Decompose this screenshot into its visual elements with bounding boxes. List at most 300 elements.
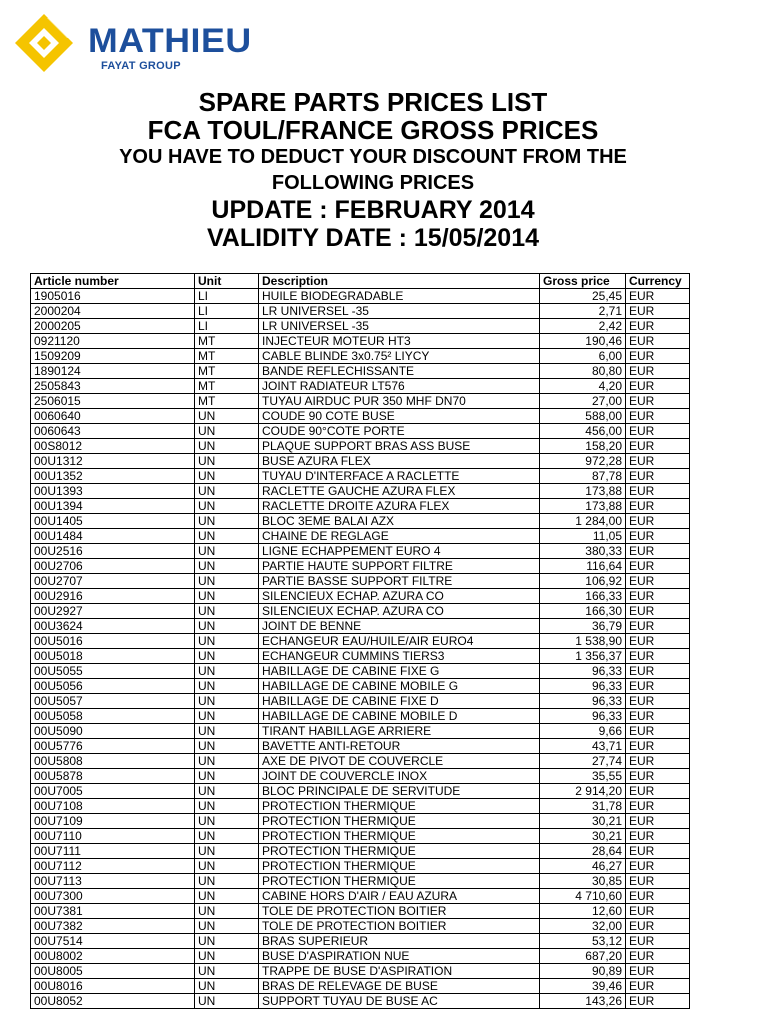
cell-article-number: 00U5056 (31, 679, 195, 694)
cell-currency: EUR (626, 829, 690, 844)
table-row (31, 649, 690, 664)
cell-currency: EUR (626, 754, 690, 769)
cell-article-number: 00U8052 (31, 994, 195, 1009)
cell-gross-price: 173,88 (540, 484, 626, 499)
cell-description: COUDE 90°COTE PORTE (259, 424, 540, 439)
cell-gross-price: 143,26 (540, 994, 626, 1009)
logo-group: FAYAT GROUP (101, 60, 181, 72)
table-row (31, 979, 690, 994)
cell-description: LR UNIVERSEL -35 (259, 319, 540, 334)
cell-description: CHAINE DE REGLAGE (259, 529, 540, 544)
cell-description: HABILLAGE DE CABINE FIXE G (259, 664, 540, 679)
table-row (31, 514, 690, 529)
cell-article-number: 00U8002 (31, 949, 195, 964)
header-description: Description (259, 274, 540, 289)
cell-unit: UN (195, 409, 259, 424)
cell-description: JOINT DE BENNE (259, 619, 540, 634)
cell-gross-price: 96,33 (540, 679, 626, 694)
cell-description: BLOC 3EME BALAI AZX (259, 514, 540, 529)
cell-currency: EUR (626, 559, 690, 574)
cell-currency: EUR (626, 394, 690, 409)
cell-unit: UN (195, 799, 259, 814)
cell-gross-price: 456,00 (540, 424, 626, 439)
cell-article-number: 00U7382 (31, 919, 195, 934)
cell-article-number: 00U7381 (31, 904, 195, 919)
cell-description: HABILLAGE DE CABINE FIXE D (259, 694, 540, 709)
cell-article-number: 00U7110 (31, 829, 195, 844)
cell-description: TIRANT HABILLAGE ARRIERE (259, 724, 540, 739)
cell-description: HUILE BIODEGRADABLE (259, 289, 540, 304)
header-currency: Currency (626, 274, 690, 289)
cell-gross-price: 4 710,60 (540, 889, 626, 904)
cell-currency: EUR (626, 619, 690, 634)
table-row (31, 424, 690, 439)
cell-article-number: 00U2516 (31, 544, 195, 559)
title-line-1: SPARE PARTS PRICES LIST (198, 87, 548, 117)
cell-unit: UN (195, 529, 259, 544)
cell-unit: UN (195, 889, 259, 904)
cell-currency: EUR (626, 304, 690, 319)
cell-gross-price: 158,20 (540, 439, 626, 454)
cell-unit: LI (195, 289, 259, 304)
cell-description: PLAQUE SUPPORT BRAS ASS BUSE (259, 439, 540, 454)
cell-currency: EUR (626, 364, 690, 379)
table-row (31, 469, 690, 484)
cell-gross-price: 2,42 (540, 319, 626, 334)
cell-article-number: 00S8012 (31, 439, 195, 454)
cell-currency: EUR (626, 979, 690, 994)
cell-description: BRAS SUPERIEUR (259, 934, 540, 949)
price-table (30, 273, 690, 1009)
cell-currency: EUR (626, 604, 690, 619)
cell-unit: MT (195, 349, 259, 364)
cell-gross-price: 173,88 (540, 499, 626, 514)
table-row (31, 739, 690, 754)
cell-unit: MT (195, 364, 259, 379)
cell-unit: UN (195, 859, 259, 874)
table-row (31, 634, 690, 649)
cell-gross-price: 4,20 (540, 379, 626, 394)
cell-unit: UN (195, 439, 259, 454)
cell-currency: EUR (626, 859, 690, 874)
cell-currency: EUR (626, 334, 690, 349)
cell-description: ECHANGEUR CUMMINS TIERS3 (259, 649, 540, 664)
cell-gross-price: 53,12 (540, 934, 626, 949)
cell-description: AXE DE PIVOT DE COUVERCLE (259, 754, 540, 769)
table-row (31, 874, 690, 889)
cell-unit: UN (195, 604, 259, 619)
cell-article-number: 00U2916 (31, 589, 195, 604)
cell-description: BAVETTE ANTI-RETOUR (259, 739, 540, 754)
cell-unit: UN (195, 559, 259, 574)
cell-unit: UN (195, 964, 259, 979)
cell-description: BUSE D'ASPIRATION NUE (259, 949, 540, 964)
cell-unit: UN (195, 994, 259, 1009)
cell-unit: UN (195, 874, 259, 889)
cell-article-number: 00U5090 (31, 724, 195, 739)
cell-gross-price: 96,33 (540, 694, 626, 709)
table-row (31, 604, 690, 619)
cell-article-number: 2000204 (31, 304, 195, 319)
cell-article-number: 00U5058 (31, 709, 195, 724)
cell-currency: EUR (626, 679, 690, 694)
cell-unit: UN (195, 484, 259, 499)
cell-gross-price: 190,46 (540, 334, 626, 349)
cell-description: PROTECTION THERMIQUE (259, 859, 540, 874)
cell-article-number: 2506015 (31, 394, 195, 409)
table-row (31, 724, 690, 739)
cell-unit: UN (195, 424, 259, 439)
cell-description: JOINT DE COUVERCLE INOX (259, 769, 540, 784)
cell-currency: EUR (626, 844, 690, 859)
cell-article-number: 2505843 (31, 379, 195, 394)
cell-description: CABINE HORS D'AIR / EAU AZURA (259, 889, 540, 904)
cell-gross-price: 12,60 (540, 904, 626, 919)
table-row (31, 529, 690, 544)
cell-gross-price: 380,33 (540, 544, 626, 559)
cell-gross-price: 1 356,37 (540, 649, 626, 664)
cell-article-number: 0060640 (31, 409, 195, 424)
cell-currency: EUR (626, 934, 690, 949)
cell-currency: EUR (626, 379, 690, 394)
cell-article-number: 00U5016 (31, 634, 195, 649)
cell-unit: UN (195, 544, 259, 559)
cell-unit: MT (195, 379, 259, 394)
cell-gross-price: 46,27 (540, 859, 626, 874)
cell-gross-price: 35,55 (540, 769, 626, 784)
table-row (31, 304, 690, 319)
table-row (31, 454, 690, 469)
cell-currency: EUR (626, 799, 690, 814)
table-row (31, 544, 690, 559)
header-article-number: Article number (31, 274, 195, 289)
cell-gross-price: 96,33 (540, 709, 626, 724)
cell-description: SUPPORT TUYAU DE BUSE AC (259, 994, 540, 1009)
cell-unit: MT (195, 394, 259, 409)
cell-article-number: 00U1352 (31, 469, 195, 484)
table-header-row (31, 274, 690, 289)
cell-gross-price: 96,33 (540, 664, 626, 679)
table-row (31, 784, 690, 799)
cell-unit: UN (195, 514, 259, 529)
cell-gross-price: 972,28 (540, 454, 626, 469)
cell-gross-price: 11,05 (540, 529, 626, 544)
cell-unit: UN (195, 769, 259, 784)
cell-unit: UN (195, 649, 259, 664)
cell-gross-price: 32,00 (540, 919, 626, 934)
cell-currency: EUR (626, 904, 690, 919)
cell-unit: UN (195, 634, 259, 649)
table-row (31, 619, 690, 634)
cell-currency: EUR (626, 949, 690, 964)
cell-article-number: 0921120 (31, 334, 195, 349)
table-row (31, 484, 690, 499)
cell-unit: UN (195, 814, 259, 829)
cell-description: TUYAU D'INTERFACE A RACLETTE (259, 469, 540, 484)
cell-description: PROTECTION THERMIQUE (259, 799, 540, 814)
cell-unit: UN (195, 499, 259, 514)
cell-gross-price: 687,20 (540, 949, 626, 964)
cell-article-number: 00U1484 (31, 529, 195, 544)
table-row (31, 364, 690, 379)
cell-article-number: 00U5055 (31, 664, 195, 679)
cell-gross-price: 30,21 (540, 814, 626, 829)
table-row (31, 904, 690, 919)
table-row (31, 664, 690, 679)
cell-unit: UN (195, 829, 259, 844)
cell-currency: EUR (626, 739, 690, 754)
cell-gross-price: 166,30 (540, 604, 626, 619)
cell-unit: UN (195, 904, 259, 919)
table-row (31, 559, 690, 574)
cell-unit: UN (195, 919, 259, 934)
cell-article-number: 00U1394 (31, 499, 195, 514)
cell-currency: EUR (626, 769, 690, 784)
cell-article-number: 00U7113 (31, 874, 195, 889)
title-line-4: FOLLOWING PRICES (271, 172, 475, 194)
cell-description: PROTECTION THERMIQUE (259, 814, 540, 829)
cell-gross-price: 166,33 (540, 589, 626, 604)
cell-article-number: 00U8016 (31, 979, 195, 994)
cell-description: JOINT RADIATEUR LT576 (259, 379, 540, 394)
cell-unit: UN (195, 784, 259, 799)
cell-gross-price: 80,80 (540, 364, 626, 379)
cell-article-number: 00U8005 (31, 964, 195, 979)
table-row (31, 949, 690, 964)
title-line-3: YOU HAVE TO DEDUCT YOUR DISCOUNT FROM THE (119, 146, 627, 168)
cell-unit: UN (195, 949, 259, 964)
cell-article-number: 1509209 (31, 349, 195, 364)
cell-currency: EUR (626, 544, 690, 559)
cell-currency: EUR (626, 889, 690, 904)
cell-gross-price: 2 914,20 (540, 784, 626, 799)
cell-description: TRAPPE DE BUSE D'ASPIRATION (259, 964, 540, 979)
cell-article-number: 00U7514 (31, 934, 195, 949)
cell-gross-price: 1 284,00 (540, 514, 626, 529)
cell-unit: UN (195, 724, 259, 739)
cell-currency: EUR (626, 529, 690, 544)
cell-description: BRAS DE RELEVAGE DE BUSE (259, 979, 540, 994)
table-row (31, 964, 690, 979)
cell-gross-price: 25,45 (540, 289, 626, 304)
cell-gross-price: 27,74 (540, 754, 626, 769)
cell-gross-price: 43,71 (540, 739, 626, 754)
cell-gross-price: 31,78 (540, 799, 626, 814)
update-date: UPDATE : FEBRUARY 2014 (211, 196, 535, 224)
cell-article-number: 00U2706 (31, 559, 195, 574)
cell-unit: UN (195, 469, 259, 484)
cell-currency: EUR (626, 964, 690, 979)
cell-description: RACLETTE DROITE AZURA FLEX (259, 499, 540, 514)
cell-article-number: 00U7112 (31, 859, 195, 874)
table-row (31, 889, 690, 904)
cell-article-number: 00U5776 (31, 739, 195, 754)
cell-unit: UN (195, 709, 259, 724)
table-row (31, 334, 690, 349)
cell-unit: UN (195, 844, 259, 859)
cell-article-number: 00U2927 (31, 604, 195, 619)
cell-description: PARTIE HAUTE SUPPORT FILTRE (259, 559, 540, 574)
title-line-2: FCA TOUL/FRANCE GROSS PRICES (147, 115, 599, 145)
cell-description: TOLE DE PROTECTION BOITIER (259, 904, 540, 919)
cell-currency: EUR (626, 664, 690, 679)
cell-gross-price: 116,64 (540, 559, 626, 574)
cell-gross-price: 6,00 (540, 349, 626, 364)
header-unit: Unit (195, 274, 259, 289)
cell-unit: MT (195, 334, 259, 349)
cell-currency: EUR (626, 919, 690, 934)
cell-currency: EUR (626, 289, 690, 304)
validity-date: VALIDITY DATE : 15/05/2014 (206, 224, 540, 252)
cell-currency: EUR (626, 784, 690, 799)
cell-description: PARTIE BASSE SUPPORT FILTRE (259, 574, 540, 589)
cell-article-number: 00U7300 (31, 889, 195, 904)
table-row (31, 319, 690, 334)
cell-article-number: 0060643 (31, 424, 195, 439)
cell-article-number: 00U5878 (31, 769, 195, 784)
cell-currency: EUR (626, 814, 690, 829)
cell-description: TUYAU AIRDUC PUR 350 MHF DN70 (259, 394, 540, 409)
cell-article-number: 00U3624 (31, 619, 195, 634)
table-row (31, 694, 690, 709)
cell-description: ECHANGEUR EAU/HUILE/AIR EURO4 (259, 634, 540, 649)
cell-description: SILENCIEUX ECHAP. AZURA CO (259, 604, 540, 619)
table-row (31, 679, 690, 694)
cell-currency: EUR (626, 424, 690, 439)
cell-gross-price: 27,00 (540, 394, 626, 409)
cell-article-number: 00U5808 (31, 754, 195, 769)
table-row (31, 814, 690, 829)
cell-currency: EUR (626, 994, 690, 1009)
table-row (31, 769, 690, 784)
cell-unit: UN (195, 664, 259, 679)
cell-gross-price: 9,66 (540, 724, 626, 739)
cell-currency: EUR (626, 709, 690, 724)
cell-article-number: 00U1405 (31, 514, 195, 529)
cell-description: HABILLAGE DE CABINE MOBILE D (259, 709, 540, 724)
table-row (31, 919, 690, 934)
table-row (31, 934, 690, 949)
header-gross-price: Gross price (540, 274, 626, 289)
cell-currency: EUR (626, 469, 690, 484)
cell-gross-price: 28,64 (540, 844, 626, 859)
cell-description: RACLETTE GAUCHE AZURA FLEX (259, 484, 540, 499)
cell-unit: UN (195, 694, 259, 709)
cell-unit: UN (195, 619, 259, 634)
cell-description: LIGNE ECHAPPEMENT EURO 4 (259, 544, 540, 559)
cell-unit: UN (195, 454, 259, 469)
cell-gross-price: 87,78 (540, 469, 626, 484)
cell-article-number: 00U7109 (31, 814, 195, 829)
document-headings (0, 88, 746, 252)
logo-name: MATHIEU (88, 22, 252, 60)
cell-description: PROTECTION THERMIQUE (259, 829, 540, 844)
cell-currency: EUR (626, 409, 690, 424)
table-body (31, 289, 690, 1009)
cell-currency: EUR (626, 589, 690, 604)
cell-currency: EUR (626, 634, 690, 649)
cell-article-number: 00U7111 (31, 844, 195, 859)
cell-article-number: 00U5018 (31, 649, 195, 664)
table-row (31, 439, 690, 454)
cell-currency: EUR (626, 694, 690, 709)
cell-article-number: 00U1312 (31, 454, 195, 469)
cell-description: BANDE REFLECHISSANTE (259, 364, 540, 379)
cell-gross-price: 36,79 (540, 619, 626, 634)
cell-description: SILENCIEUX ECHAP. AZURA CO (259, 589, 540, 604)
cell-unit: LI (195, 319, 259, 334)
cell-description: INJECTEUR MOTEUR HT3 (259, 334, 540, 349)
cell-unit: UN (195, 739, 259, 754)
table-row (31, 859, 690, 874)
table-row (31, 799, 690, 814)
cell-article-number: 00U7108 (31, 799, 195, 814)
cell-description: HABILLAGE DE CABINE MOBILE G (259, 679, 540, 694)
table-row (31, 829, 690, 844)
cell-currency: EUR (626, 724, 690, 739)
cell-description: PROTECTION THERMIQUE (259, 844, 540, 859)
table-row (31, 844, 690, 859)
cell-unit: UN (195, 574, 259, 589)
cell-article-number: 00U5057 (31, 694, 195, 709)
table-row (31, 499, 690, 514)
table-row (31, 349, 690, 364)
cell-description: CABLE BLINDE 3x0.75² LIYCY (259, 349, 540, 364)
cell-gross-price: 39,46 (540, 979, 626, 994)
cell-currency: EUR (626, 649, 690, 664)
cell-currency: EUR (626, 499, 690, 514)
cell-gross-price: 30,21 (540, 829, 626, 844)
cell-unit: UN (195, 934, 259, 949)
logo-diamond-icon (13, 12, 75, 74)
table-row (31, 754, 690, 769)
cell-article-number: 00U1393 (31, 484, 195, 499)
cell-unit: UN (195, 754, 259, 769)
cell-currency: EUR (626, 319, 690, 334)
cell-gross-price: 2,71 (540, 304, 626, 319)
cell-description: PROTECTION THERMIQUE (259, 874, 540, 889)
cell-description: COUDE 90 COTE BUSE (259, 409, 540, 424)
table-row (31, 409, 690, 424)
cell-gross-price: 106,92 (540, 574, 626, 589)
table-row (31, 589, 690, 604)
table-row (31, 709, 690, 724)
cell-gross-price: 30,85 (540, 874, 626, 889)
table-row (31, 289, 690, 304)
cell-currency: EUR (626, 874, 690, 889)
cell-currency: EUR (626, 574, 690, 589)
cell-article-number: 1890124 (31, 364, 195, 379)
cell-article-number: 00U2707 (31, 574, 195, 589)
cell-gross-price: 588,00 (540, 409, 626, 424)
cell-currency: EUR (626, 484, 690, 499)
cell-gross-price: 1 538,90 (540, 634, 626, 649)
cell-description: TOLE DE PROTECTION BOITIER (259, 919, 540, 934)
cell-currency: EUR (626, 439, 690, 454)
cell-currency: EUR (626, 454, 690, 469)
cell-description: BLOC PRINCIPALE DE SERVITUDE (259, 784, 540, 799)
cell-article-number: 00U7005 (31, 784, 195, 799)
cell-unit: UN (195, 589, 259, 604)
cell-unit: UN (195, 979, 259, 994)
cell-currency: EUR (626, 514, 690, 529)
table-row (31, 994, 690, 1009)
table-row (31, 574, 690, 589)
table-row (31, 394, 690, 409)
cell-unit: UN (195, 679, 259, 694)
cell-description: LR UNIVERSEL -35 (259, 304, 540, 319)
cell-unit: LI (195, 304, 259, 319)
